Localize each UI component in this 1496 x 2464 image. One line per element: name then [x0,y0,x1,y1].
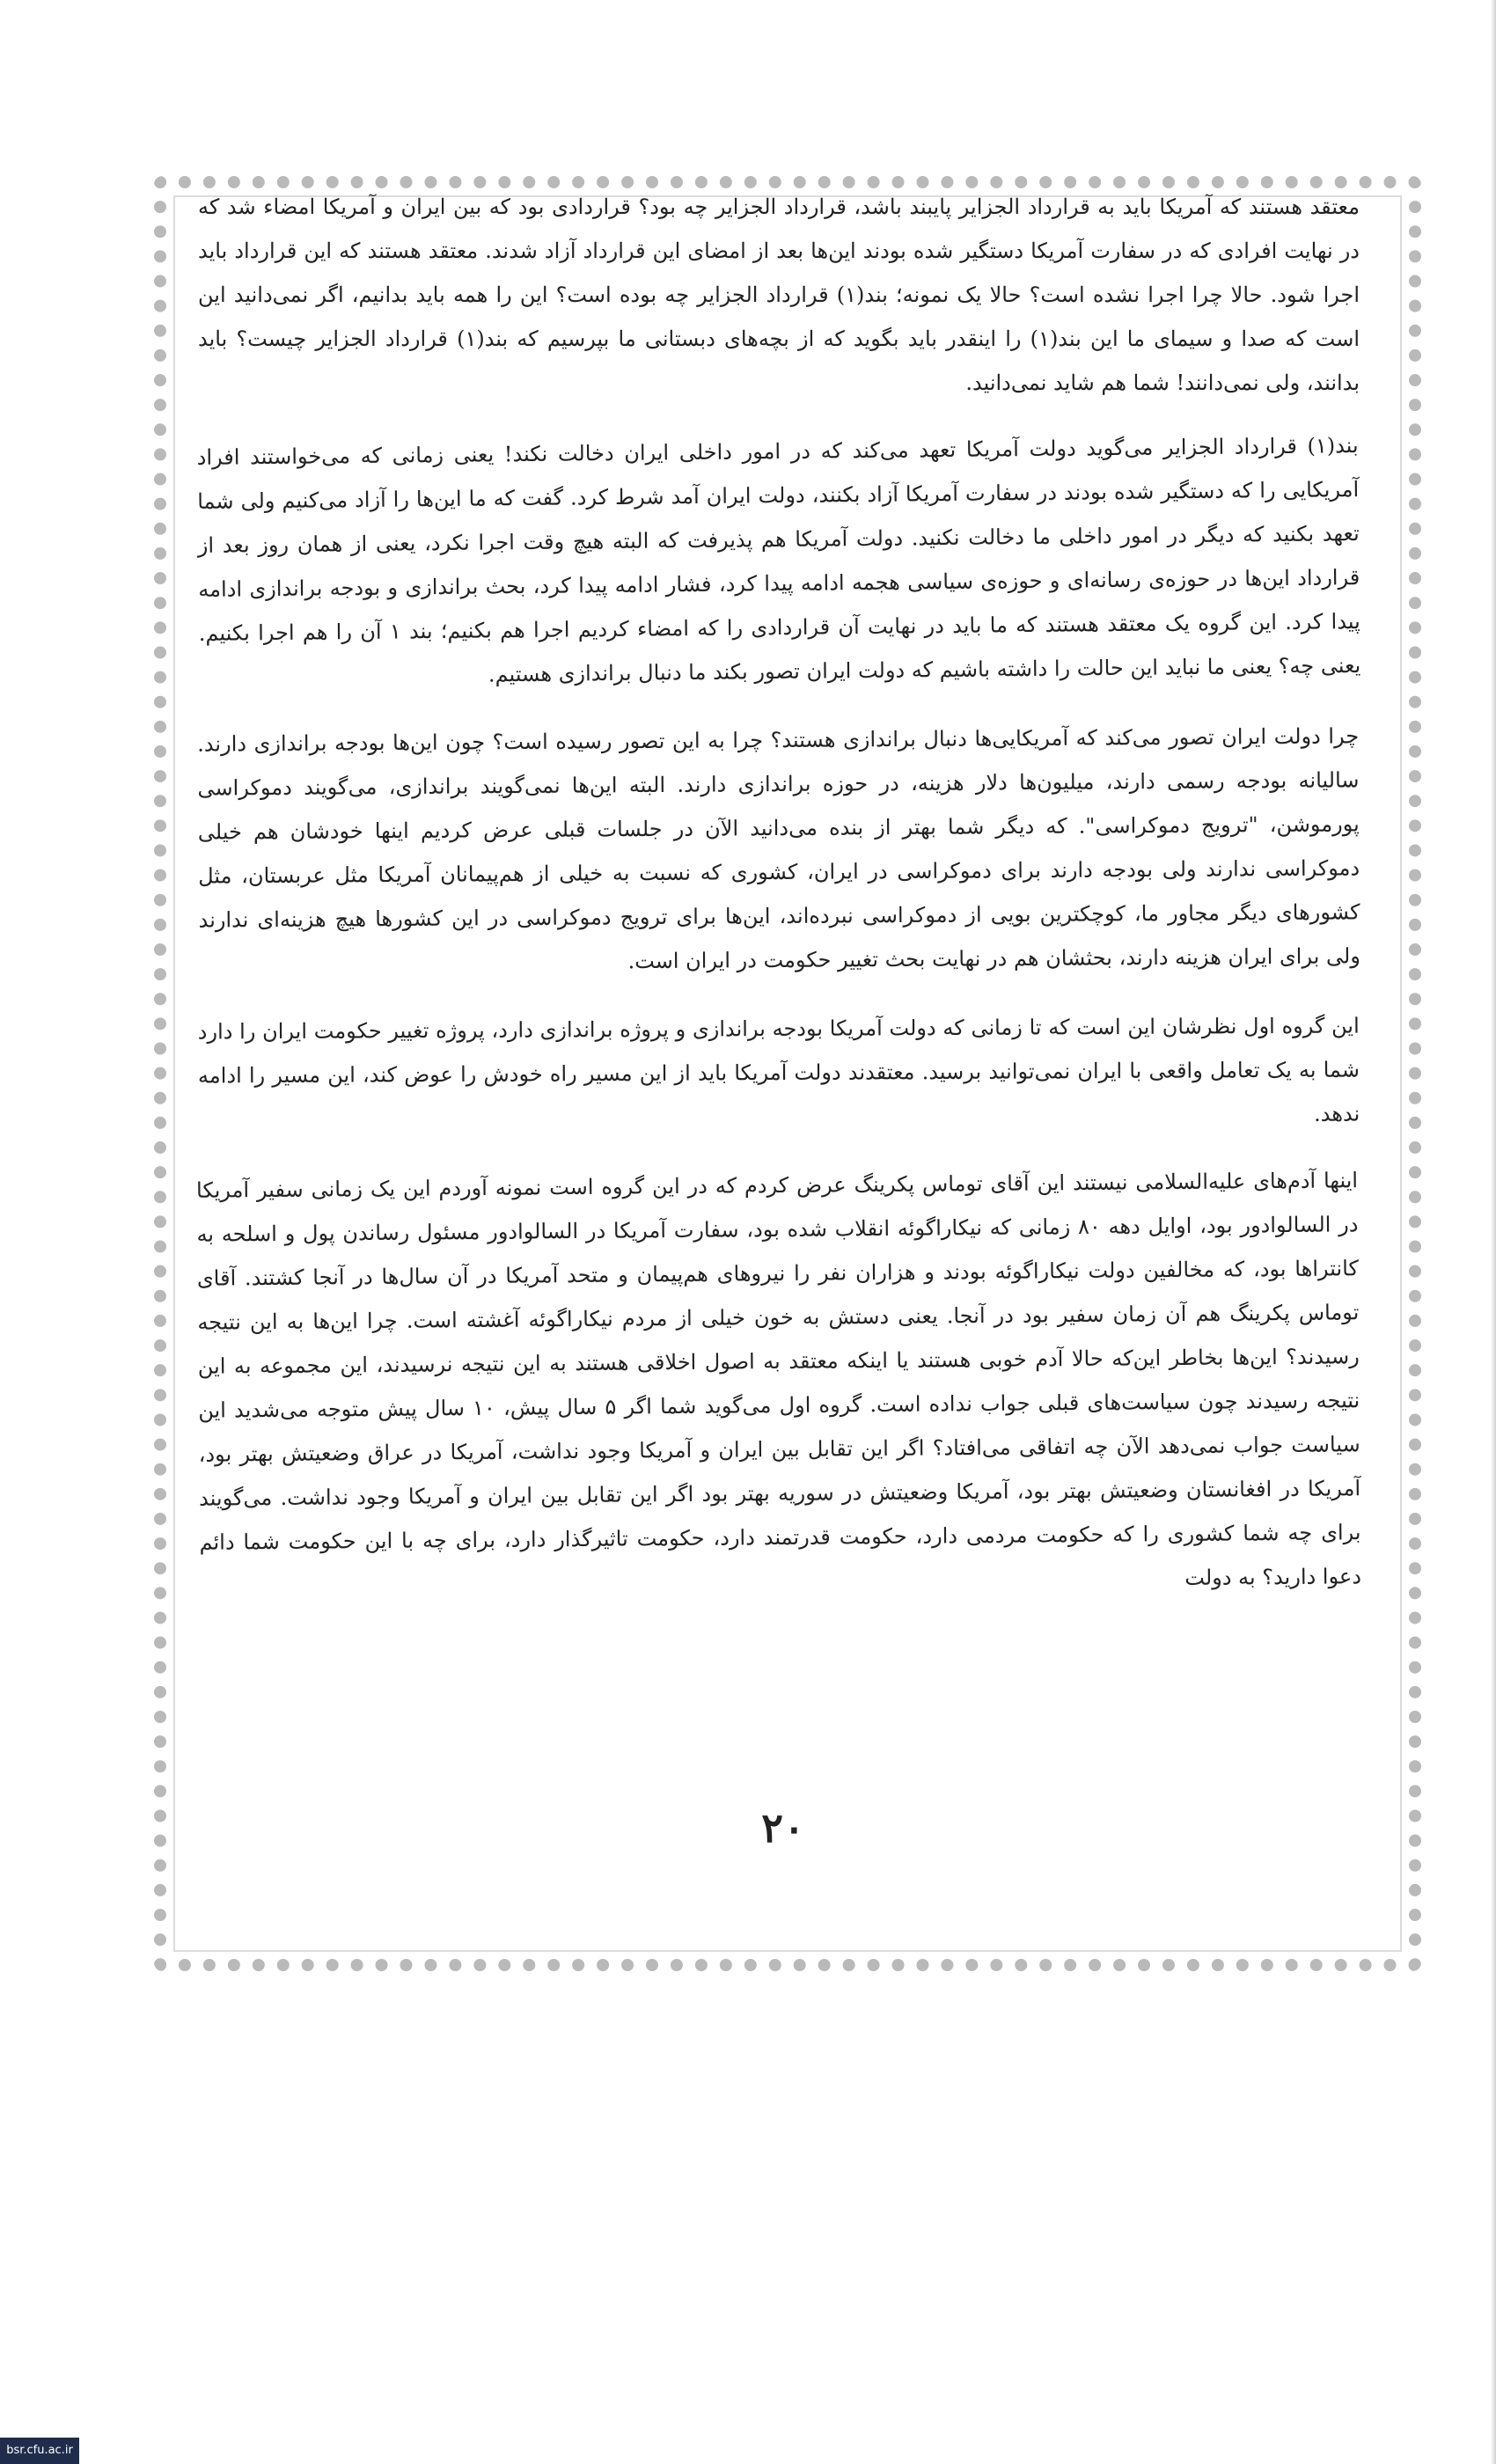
scan-edge-shadow [1491,0,1496,2464]
page-body [195,185,1362,1628]
paragraph-2: بند(۱) قرارداد الجزایر می‌گوید دولت آمریکا تعهد می‌کند که در امور داخلی ایران دخالت نکند! یعنی زمانی که می‌خواستند افراد آمریکایی را که دستگیر شده بودند در سفارت آمریکا آزاد بکنند، دولت ایران آمد شرط کرد. گفت که ما این‌ها را آزاد می‌کنیم ولی شما تعهد بکنید که دیگر در امور داخلی ما دخالت نکنید. دولت آمریکا هم پذیرفت که البته هیچ وقت اجرا نکرد، یعنی از همان روز بعد از قرارداد این‌ها در حوزه‌ی رسانه‌ای و حوزه‌ی سیاسی هجمه ادامه پیدا کرد، فشار ادامه پیدا کرد، بحث براندازی و بودجه براندازی ادامه پیدا کرد. این گروه یک معتقد هستند که ما باید در نهایت آن قراردادی را که امضاء کردیم اجرا هم بکنیم؛ بند ۱ آن را هم اجرا بکنیم. یعنی چه؟ یعنی ما نباید این حالت را داشته باشیم که دولت ایران تصور بکند ما دنبال براندازی هستیم. [196,433,1361,687]
site-logo: bsr.cfu.ac.ir [0,2438,79,2464]
paragraph-4: این گروه اول نظرشان این است که تا زمانی که دولت آمریکا بودجه براندازی و پروژه براندازی دارد، پروژه تغییر حکومت ایران را دارد شما به یک تعامل واقعی با ایران نمی‌توانید برسید. معتقدند دولت آمریکا باید از این مسیر راه خودش را عوض کند، این مسیر را ادامه ندهد. [197,1013,1360,1126]
paragraph-5: اینها آدم‌های علیه‌السلامی نیستند این آقای توماس پکرینگ عرض کردم که در این گروه است نمونه آوردم این یک زمانی سفیر آمریکا در السالوادور بود، اوایل دهه ۸۰ زمانی که نیکاراگوئه انقلاب شده بود، سفارت آمریکا در السالوادور مسئول رساندن پول و اسلحه به کانترا‌ها بود، که مخالفین دولت نیکاراگوئه بودند و هزاران نفر را نیروهای هم‌پیمان و متحد آمریکا در آن سال‌ها در آنجا کشتند. آقای توماس پکرینگ هم آن زمان سفیر بود در آنجا. یعنی دستش به خون خیلی از مردم نیکاراگوئه آغشته است. چرا این‌ها به این نتیجه رسیدند؟ این‌ها بخاطر این‌که حالا آدم خوبی هستند یا اینکه معتقد به اصول اخلاقی هستند به این نتیجه نرسیدند، این مجموعه به این نتیجه رسیدند چون سیاست‌های قبلی جواب نداده است. گروه اول می‌گوید شما اگر ۵ سال پیش، ۱۰ سال پیش متوجه می‌شدید این سیاست جواب نمی‌دهد الآن چه اتفاقی می‌افتاد؟ اگر این تقابل بین ایران و آمریکا وجود نداشت، آمریکا در عراق وضعیتش بهتر بود، آمریکا در افغانستان وضعیتش بهتر بود، آمریکا وضعیتش در سوریه بهتر بود اگر این تقابل بین ایران و آمریکا وجود نداشت. می‌گویند برای چه شما کشوری را که حکومت مردمی دارد، حکومت قدرتمند دارد، حکومت تاثیرگذار دارد، برای چه با این حکومت شما دائم دعوا دارید؟ به دولت [195,1168,1362,1590]
page-number: ۲۰ [761,1804,805,1852]
paragraph-1: معتقد هستند که آمریکا باید به قرارداد الجزایر پایبند باشد، قرارداد الجزایر چه بود؟ قراردادی بود که بین ایران و آمریکا امضاء شد که در نهایت افرادی که در سفارت آمریکا دستگیر شده بودند این‌ها بعد از امضای این قرارداد آزاد شدند. معتقد هستند که این قرارداد باید اجرا شود. حالا چرا اجرا نشده است؟ حالا یک نمونه؛ بند(۱) قرارداد الجزایر چه بوده است؟ این را همه باید بدانیم، اگر نمی‌دانید این است که صدا و سیمای ما این بند(۱) را اینقدر باید بگوید که از بچه‌های دبستانی ما بپرسیم که بند(۱) قرارداد الجزایر چیست؟ باید بدانند، ولی نمی‌دانند! شما هم شاید نمی‌دانید. [198,194,1360,395]
paragraph-3: چرا دولت ایران تصور می‌کند که آمریکایی‌ها دنبال براندازی هستند؟ چرا به این تصور رسیده است؟ چون این‌ها بودجه براندازی دارند. سالیانه بودجه رسمی دارند، میلیون‌ها دلار هزینه، در حوزه براندازی دارند. البته این‌ها نمی‌گویند براندازی، می‌گویند دموکراسی پورموشن، "ترویج دموکراسی". که دیگر شما بهتر از بنده می‌دانید الآن در جلسات قبلی عرض کردیم اینها خودشان هم خیلی دموکراسی ندارند ولی بودجه دارند برای دموکراسی در ایران، کشوری که نسبت به خیلی از هم‌پیمانان آمریکا مثل عربستان، مثل کشورهای دیگر مجاور ما، کوچکترین بویی از دموکراسی نبرده‌اند، این‌ها برای ترویج دموکراسی در این کشورها هیچ هزینه‌ای ندارند ولی برای ایران هزینه دارند، بحثشان هم در نهایت بحث تغییر حکومت در ایران است. [197,723,1360,974]
